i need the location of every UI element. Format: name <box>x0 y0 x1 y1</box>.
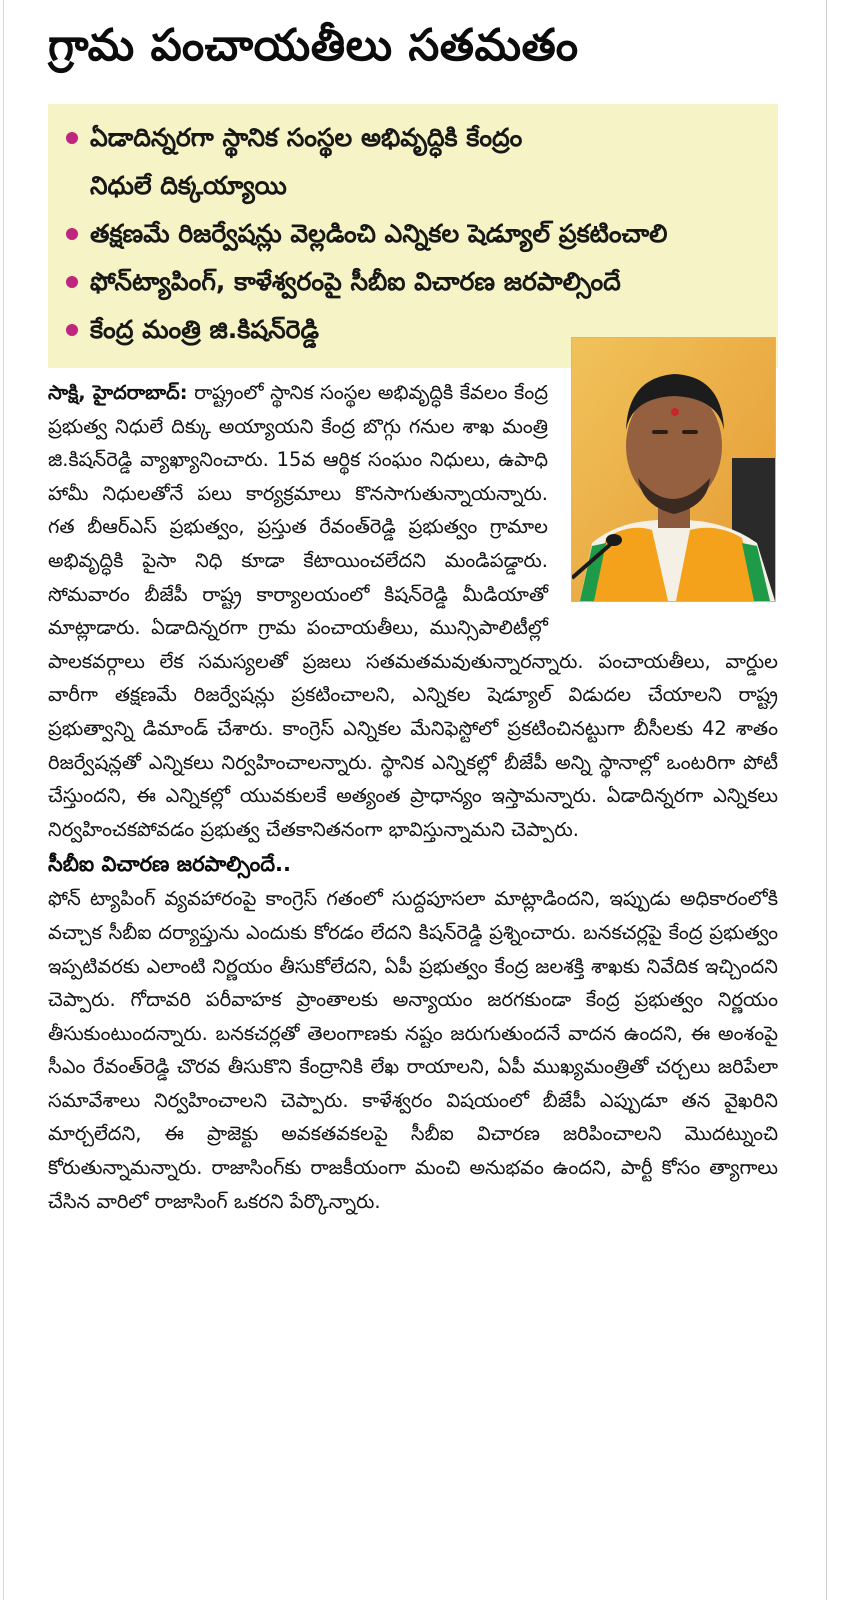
bullet-dot-icon <box>66 228 78 240</box>
paragraph-text: రాష్ట్రంలో స్థానిక సంస్థల అభివృద్ధికి కేవలం కేంద్ర ప్రభుత్వ నిధులే దిక్కు అయ్యాయని కేంద్ర బొగ్గు గనుల శాఖ మంత్రి జి.కిషన్‌రెడ్డి వ్యాఖ్యానించారు. 15వ ఆర్థిక సంఘం నిధులు, ఉపాధి హామీ నిధులతోనే పలు కార్యక్రమాలు కొనసాగుతున్నాయన్నారు. గత బీఆర్‌ఎస్ ప్రభుత్వం, ప్రస్తుత రేవంత్‌రెడ్డి ప్రభుత్వం గ్రామాల అభివృద్ధికి పైసా నిధి కూడా కేటాయించలేదని మండిపడ్డారు. సోమవారం బీజేపీ రాష్ట్ర కార్యాలయంలో కిషన్‌రెడ్డి మీడియాతో మాట్లాడారు. ఏడాదిన్నరగా గ్రామ పంచాయతీలు, మున్సిపాలిటీల్లో పాలకవర్గాలు లేక సమస్యలతో ప్రజలు సతమతమవుతున్నారన్నారు. పంచాయతీలు, వార్డుల వారీగా తక్షణమే రిజర్వేషన్లు ప్రకటించాలని, ఎన్నికల షెడ్యూల్ విడుదల చేయాలని రాష్ట్ర ప్రభుత్వాన్ని డిమాండ్ చేశారు. కాంగ్రెస్ ఎన్నికల మేనిఫెస్టోలో ప్రకటించినట్టుగా బీసీలకు 42 శాతం రిజర్వేషన్లతో ఎన్నికలు నిర్వహించాలన్నారు. స్థానిక ఎన్నికల్లో బీజేపీ అన్ని స్థానాల్లో ఒంటరిగా పోటీ చేస్తుందని, ఈ ఎన్నికల్లో యువకులకే అత్యంత ప్రాధాన్యం ఇస్తామన్నారు. ఏడాదిన్నరగా ఎన్నికలు నిర్వహించకపోవడం ప్రభుత్వ చేతకానితనంగా భావిస్తున్నామని చెప్పారు. <box>48 381 778 841</box>
highlight-item: కేంద్ర మంత్రి జి.కిషన్‌రెడ్డి <box>66 306 772 354</box>
bullet-dot-icon <box>66 132 78 144</box>
paragraph: ఫోన్ ట్యాపింగ్ వ్యవహారంపై కాంగ్రెస్ గతంలో సుద్దపూసలా మాట్లాడిందని, ఇప్పుడు అధికారంలోకి వచ్చాక సీబీఐ దర్యాప్తును ఎందుకు కోరడం లేదని కిషన్‌రెడ్డి ప్రశ్నించారు. బనకచర్లపై కేంద్ర ప్రభుత్వం ఇప్పటివరకు ఎలాంటి నిర్ణయం తీసుకోలేదని, ఏపీ ప్రభుత్వం కేంద్ర జలశక్తి శాఖకు నివేదిక ఇచ్చిందని చెప్పారు. గోదావరి పరీవాహక ప్రాంతాలకు అన్యాయం జరగకుండా కేంద్ర ప్రభుత్వం నిర్ణయం తీసుకుంటుందన్నారు. బనకచర్లతో తెలంగాణకు నష్టం జరుగుతుందనే వాదన ఉందని, ఈ అంశంపై సీఎం రేవంత్‌రెడ్డి చొరవ తీసుకొని కేంద్రానికి లేఖ రాయాలని, ఏపీ ముఖ్యమంత్రితో చర్చలు జరిపేలా సమావేశాలు నిర్వహించాలని చెప్పారు. కాళేశ్వరం విషయంలో బీజేపీ ఎప్పుడూ తన వైఖరిని మార్చలేదని, ఈ ప్రాజెక్టు అవకతవకలపై సీబీఐ విచారణ జరిపించాలని మొదట్నుంచి కోరుతున్నామన్నారు. రాజాసింగ్‌కు రాజకీయంగా మంచి అనుభవం ఉందని, పార్టీ కోసం త్యాగాలు చేసిన వారిలో రాజాసింగ్ ఒకరని పేర్కొన్నారు. <box>48 887 778 1213</box>
highlight-item: తక్షణమే రిజర్వేషన్లు వెల్లడించి ఎన్నికల షెడ్యూల్ ప్రకటించాలి <box>66 210 772 258</box>
subheading: సీబీఐ విచారణ జరపాల్సిందే.. <box>48 852 292 877</box>
bullet-dot-icon <box>66 324 78 336</box>
highlight-item: ఫోన్‌ట్యాపింగ్, కాళేశ్వరంపై సీబీఐ విచారణ జరపాల్సిందే <box>66 258 772 306</box>
news-article <box>48 0 778 1218</box>
headline: గ్రామ పంచాయతీలు సతమతం <box>48 20 579 71</box>
dateline: సాక్షి, హైదరాబాద్: <box>48 381 188 404</box>
highlight-item: ఏడాదిన్నరగా స్థానిక సంస్థల అభివృద్ధికి కేంద్రం నిధులే దిక్కయ్యాయి <box>66 114 560 210</box>
person-portrait-icon <box>572 338 775 601</box>
bullet-dot-icon <box>66 276 78 288</box>
highlights-box <box>48 104 778 368</box>
minister-photo <box>571 337 776 602</box>
right-column-rule <box>826 0 827 1600</box>
left-column-rule <box>3 0 4 1600</box>
